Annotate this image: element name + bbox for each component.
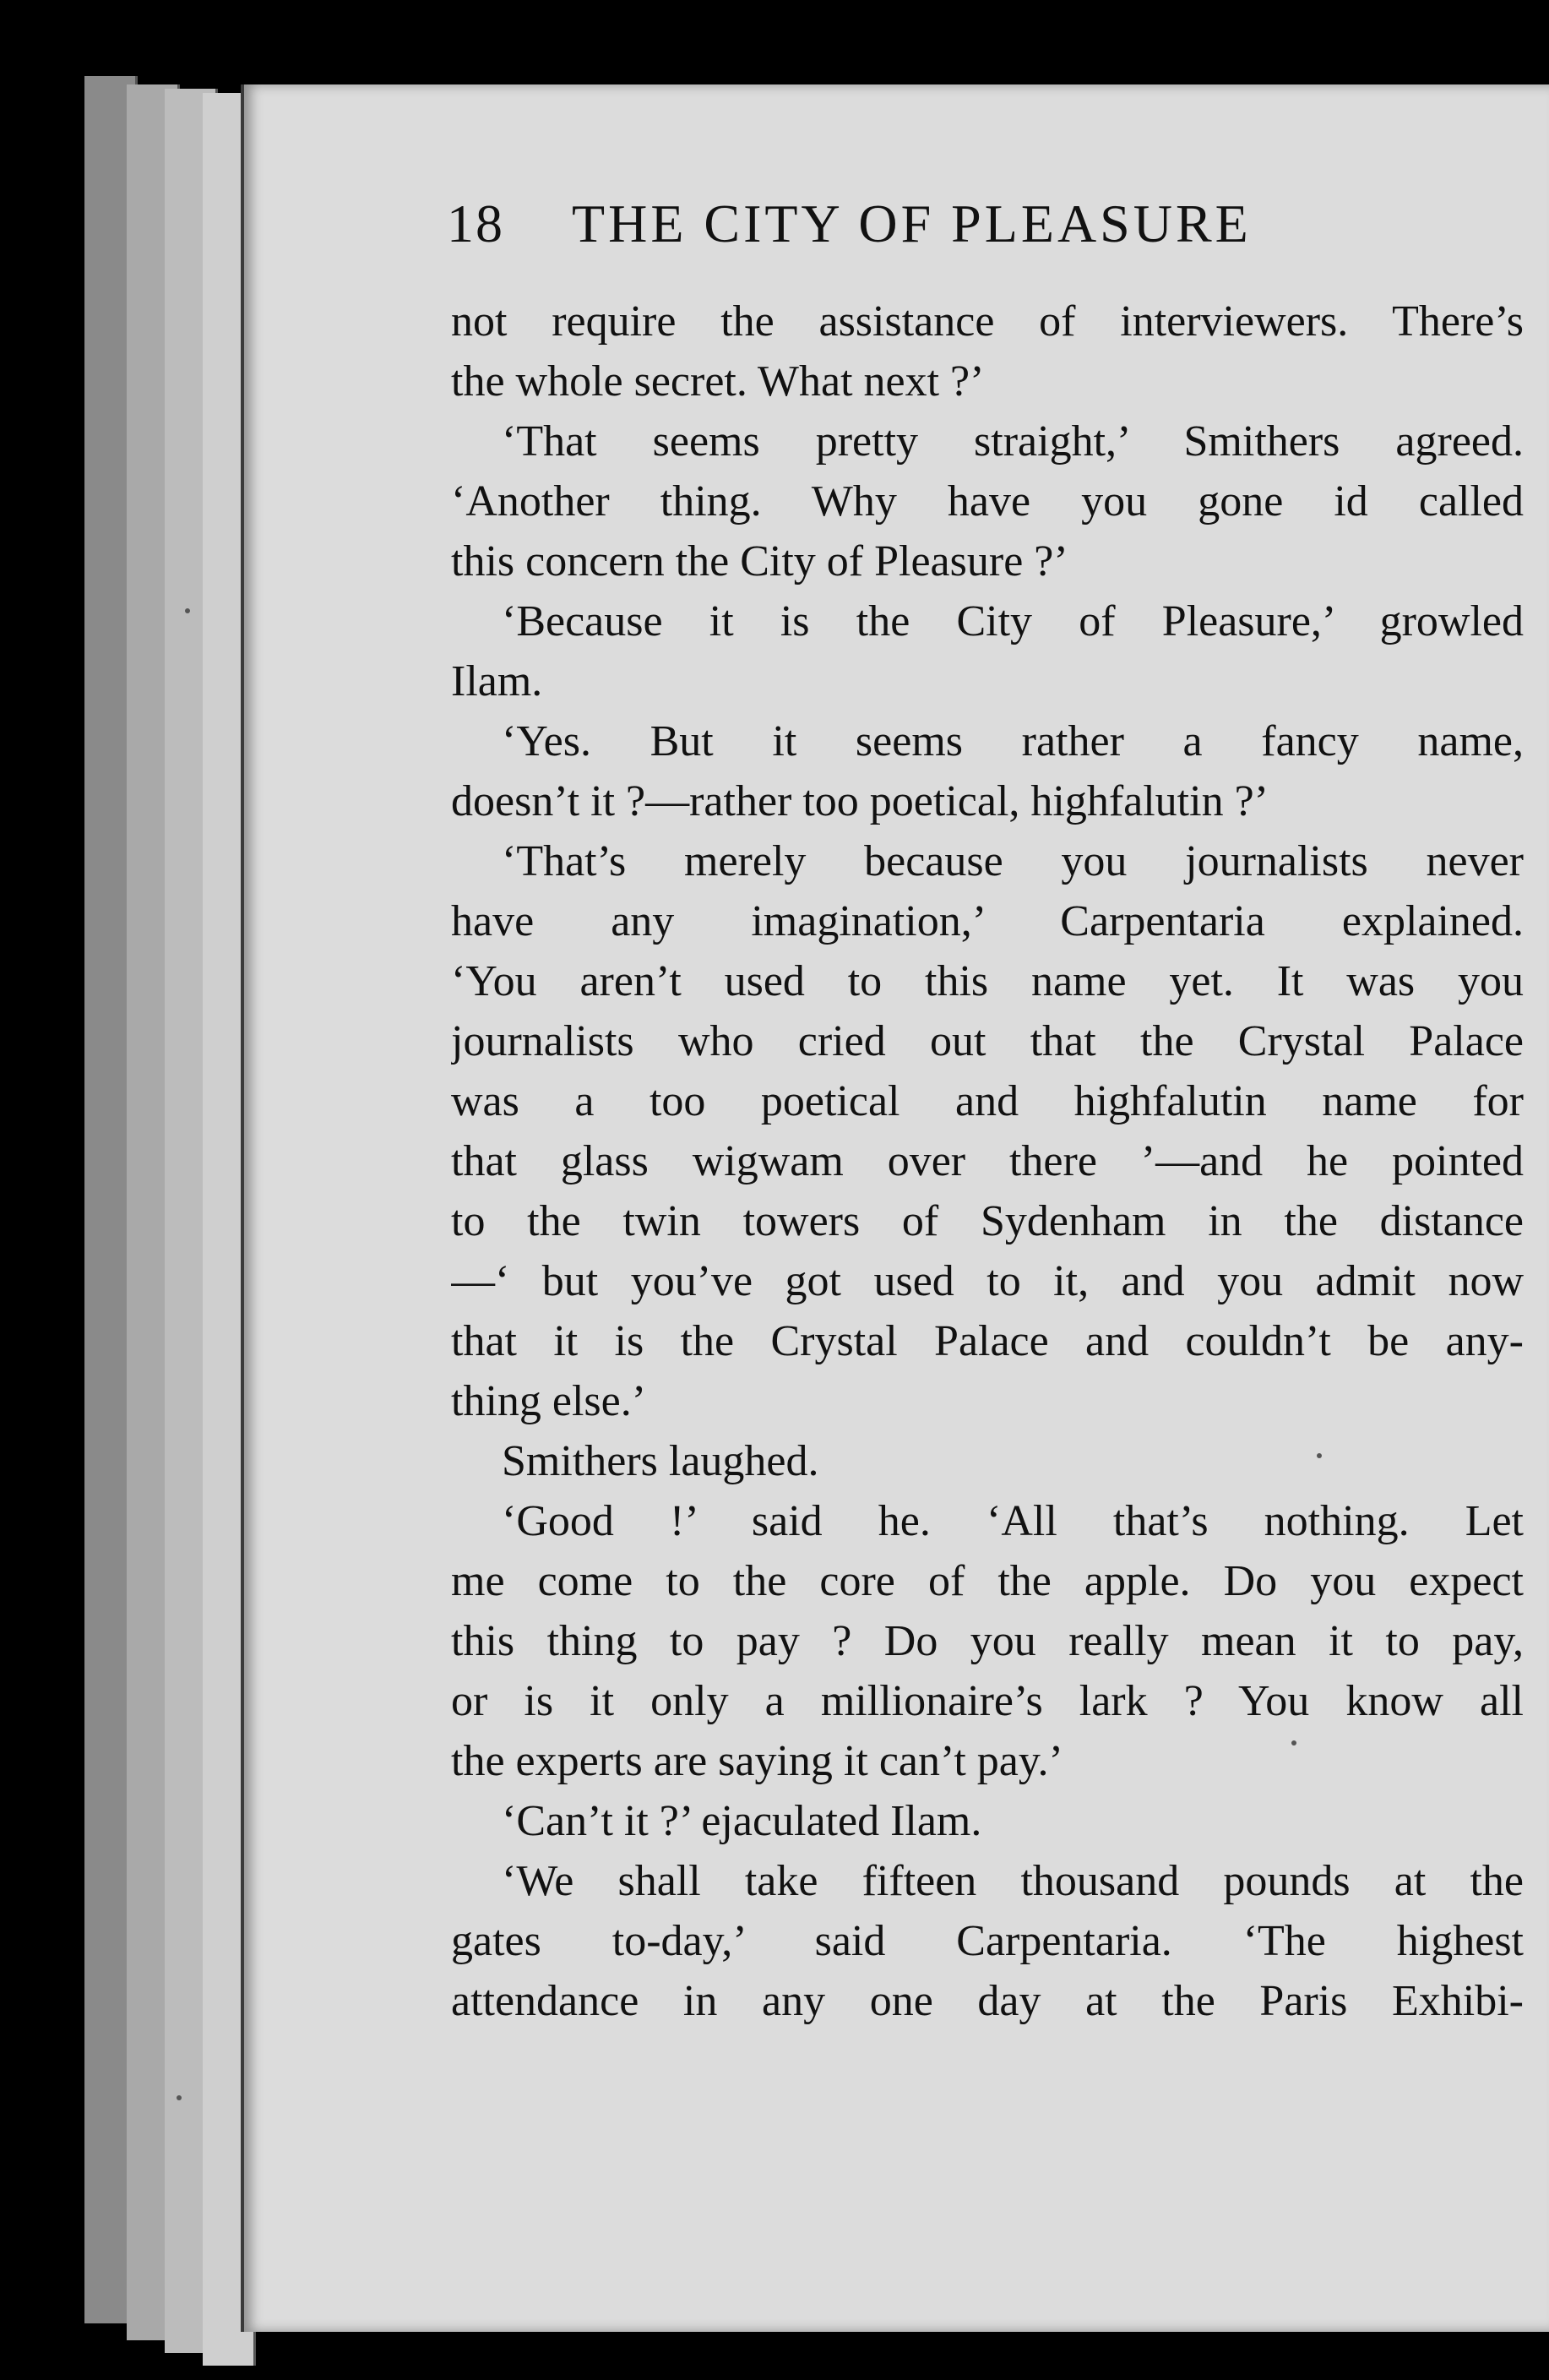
text-line: that glass wigwam over there ’—and he pointed — [451, 1137, 1524, 1185]
text-line: this thing to pay ? Do you really mean it to pay, — [451, 1617, 1524, 1665]
body-text — [451, 291, 1524, 2031]
text-line: thing else.’ — [451, 1377, 647, 1425]
running-head: THE CITY OF PLEASURE — [572, 193, 1252, 253]
speck — [1291, 1740, 1296, 1746]
text-line: ‘Because it is the City of Pleasure,’ growled — [502, 597, 1524, 645]
text-line: that it is the Crystal Palace and couldn’t be any- — [451, 1317, 1524, 1365]
text-line: journalists who cried out that the Crystal Palace — [451, 1017, 1524, 1065]
text-line: ‘Another thing. Why have you gone id called — [451, 477, 1524, 526]
text-line: gates to-day,’ said Carpentaria. ‘The highest — [451, 1917, 1524, 1965]
text-line: ‘That’s merely because you journalists never — [502, 837, 1524, 885]
speck — [177, 2095, 182, 2100]
text-line: attendance in any one day at the Paris Exhibi- — [451, 1977, 1524, 2025]
text-line: doesn’t it ?—rather too poetical, highfalutin ?’ — [451, 777, 1269, 825]
text-line: not require the assistance of interviewers. There’s — [451, 297, 1524, 346]
text-line: Ilam. — [451, 657, 543, 705]
text-line: ‘We shall take fifteen thousand pounds at the — [502, 1857, 1524, 1905]
text-line: ‘You aren’t used to this name yet. It was you — [451, 957, 1524, 1005]
text-line: was a too poetical and highfalutin name for — [451, 1077, 1524, 1125]
page-header — [447, 193, 1460, 255]
text-line: Smithers laughed. — [502, 1437, 819, 1485]
page-number: 18 — [447, 193, 504, 253]
text-line: have any imagination,’ Carpentaria explained. — [451, 897, 1524, 945]
text-line: the whole secret. What next ?’ — [451, 357, 985, 406]
text-line: or is it only a millionaire’s lark ? You know all — [451, 1677, 1524, 1725]
text-line: me come to the core of the apple. Do you expect — [451, 1557, 1524, 1605]
text-line: this concern the City of Pleasure ?’ — [451, 537, 1068, 585]
text-line: ‘Can’t it ?’ ejaculated Ilam. — [502, 1797, 982, 1845]
speck — [1317, 1453, 1322, 1458]
text-line: to the twin towers of Sydenham in the distance — [451, 1197, 1524, 1245]
book-page — [241, 84, 1549, 2332]
text-line: ‘That seems pretty straight,’ Smithers agreed. — [502, 417, 1524, 466]
text-line: —‘ but you’ve got used to it, and you admit now — [451, 1257, 1524, 1305]
text-line: ‘Yes. But it seems rather a fancy name, — [502, 717, 1524, 765]
speck — [185, 608, 190, 613]
text-line: the experts are saying it can’t pay.’ — [451, 1737, 1063, 1785]
text-line: ‘Good !’ said he. ‘All that’s nothing. Let — [502, 1497, 1524, 1545]
